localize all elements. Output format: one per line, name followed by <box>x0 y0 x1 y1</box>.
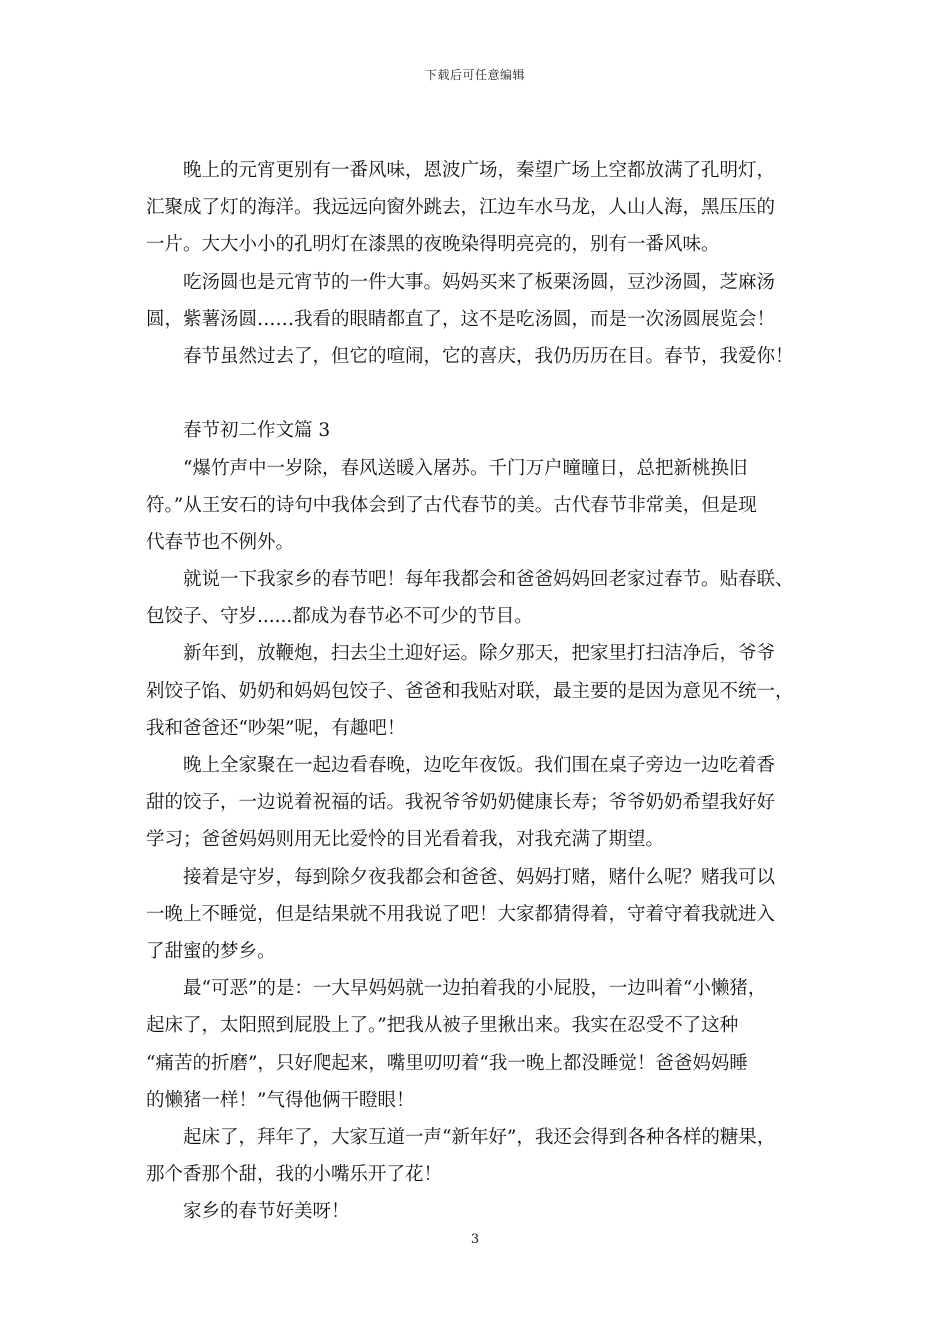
text-line: 最“可恶”的是：一大早妈妈就一边拍着我的小屁股，一边叫着“小懒猪， <box>183 978 767 1000</box>
section-title: 春节初二作文篇 3 <box>183 420 331 442</box>
text-line: “爆竹声中一岁除，春风送暖入屠苏。千门万户曈曈日，总把新桃换旧 <box>183 457 748 479</box>
text-line: 家乡的春节好美呀！ <box>183 1201 350 1223</box>
text-line: 符。”从王安石的诗句中我体会到了古代春节的美。古代春节非常美，但是现 <box>146 494 757 516</box>
text-line: 晚上全家聚在一起边看春晚，边吃年夜饭。我们围在桌子旁边一边吃着香 <box>183 755 776 776</box>
text-line: 晚上的元宵更别有一番风味，恩波广场，秦望广场上空都放满了孔明灯， <box>183 160 776 181</box>
text-line: 包饺子、守岁......都成为春节必不可少的节目。 <box>146 606 533 628</box>
text-line: 一晚上不睡觉，但是结果就不用我说了吧！大家都猜得着，守着守着我就进入 <box>146 903 776 925</box>
text-line: 新年到，放鞭炮，扫去尘土迎好运。除夕那天，把家里打扫洁净后，爷爷 <box>183 643 776 665</box>
text-line: 那个香那个甜，我的小嘴乐开了花！ <box>146 1164 443 1186</box>
text-line: 剁饺子馅、奶奶和妈妈包饺子、爸爸和我贴对联，最主要的是因为意见不统一， <box>146 680 794 702</box>
text-line: 一片。大大小小的孔明灯在漆黑的夜晚染得明亮亮的，别有一番风味。 <box>146 234 720 256</box>
text-line: 学习；爸爸妈妈则用无比爱怜的目光看着我，对我充满了期望。 <box>146 829 665 851</box>
text-line: 汇聚成了灯的海洋。我远远向窗外跳去，江边车水马龙，人山人海，黑压压的 <box>146 197 776 219</box>
text-line: 甜的饺子，一边说着祝福的话。我祝爷爷奶奶健康长寿；爷爷奶奶希望我好好 <box>146 792 776 814</box>
text-line: 接着是守岁，每到除夕夜我都会和爸爸、妈妈打赌，赌什么呢？赌我可以 <box>183 866 776 888</box>
text-line: 的懒猪一样！”气得他俩干瞪眼！ <box>146 1089 415 1111</box>
page-header: 下载后可任意编辑 <box>424 68 525 82</box>
blank-line <box>146 375 808 412</box>
text-line: 就说一下我家乡的春节吧！每年我都会和爸爸妈妈回老家过春节。贴春联、 <box>183 569 794 591</box>
text-line: 春节虽然过去了，但它的喧闹，它的喜庆，我仍历历在目。春节，我爱你！ <box>183 345 794 367</box>
text-line: 起床了，拜年了，大家互道一声“新年好”，我还会得到各种各样的糖果， <box>183 1126 776 1148</box>
page-number: 3 <box>470 1232 480 1247</box>
text-line: “痛苦的折磨”，只好爬起来，嘴里叨叨着“我一晚上都没睡觉！爸爸妈妈睡 <box>146 1052 748 1074</box>
document-body <box>146 152 808 1230</box>
text-line: 代春节也不例外。 <box>146 531 295 553</box>
text-line: 起床了，太阳照到屁股上了。”把我从被子里揪出来。我实在忍受不了这种 <box>146 1015 739 1037</box>
text-line: 了甜蜜的梦乡。 <box>146 940 276 962</box>
text-line: 吃汤圆也是元宵节的一件大事。妈妈买来了板栗汤圆，豆沙汤圆，芝麻汤 <box>183 271 776 293</box>
text-line: 我和爸爸还“吵架”呢，有趣吧！ <box>146 717 406 739</box>
text-line: 圆，紫薯汤圆……我看的眼睛都直了，这不是吃汤圆，而是一次汤圆展览会！ <box>146 308 776 330</box>
